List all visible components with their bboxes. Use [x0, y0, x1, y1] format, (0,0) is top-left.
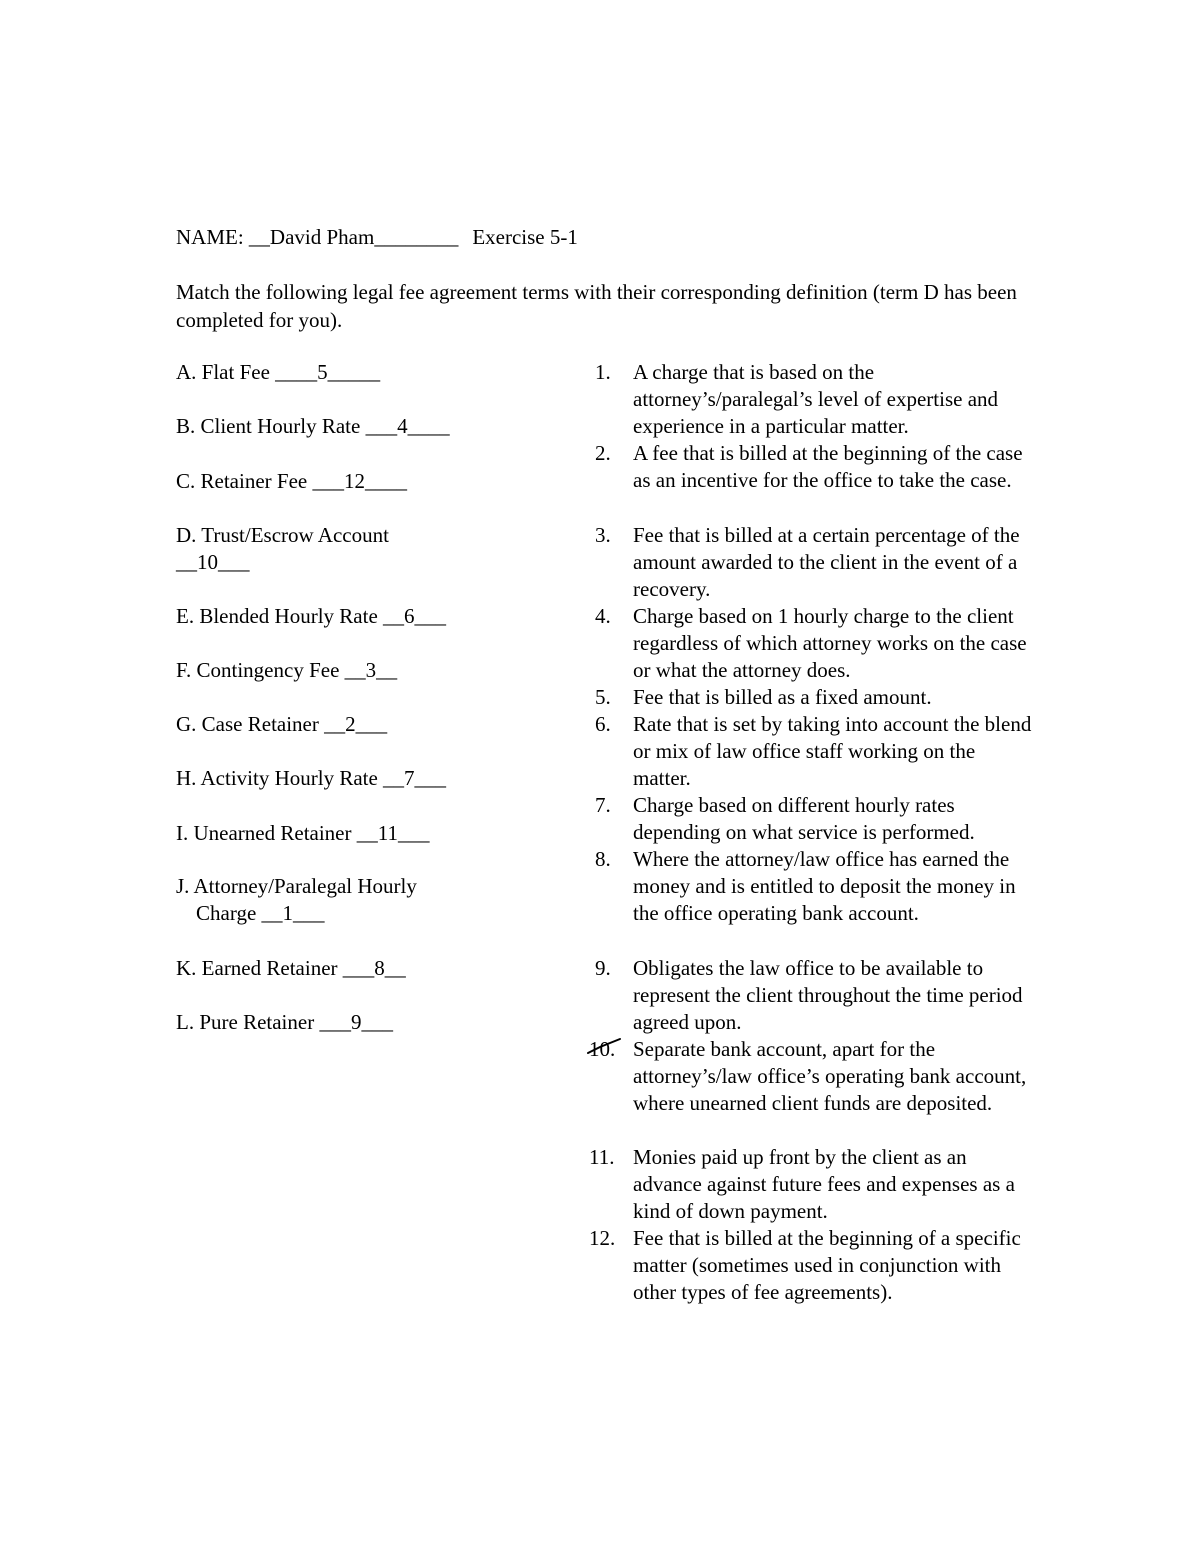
term-a: A. Flat Fee ____5_____: [176, 360, 381, 384]
term-e: E. Blended Hourly Rate __6___: [176, 604, 447, 628]
definition-text: A charge that is based on the attorney’s/paralegal’s level of expertise and experience in a particular matter.: [633, 360, 999, 438]
definition-2: [595, 440, 1035, 494]
instructions: Match the following legal fee agreement terms with their corresponding definition (term D has been completed for you).: [176, 280, 1017, 332]
definition-number: 3.: [595, 523, 611, 547]
term-d: [176, 522, 389, 576]
definition-8: [595, 846, 1035, 927]
definition-3: [595, 522, 1035, 603]
term-i: I. Unearned Retainer __11___: [176, 821, 430, 845]
definition-text: Charge based on different hourly rates depending on what service is performed.: [633, 793, 975, 844]
definition-text: Where the attorney/law office has earned the money and is entitled to deposit the money in the office operating bank account.: [633, 847, 1016, 925]
definition-number: 4.: [595, 604, 611, 628]
definition-5: [595, 684, 1035, 711]
term-j: [176, 873, 417, 927]
definition-9: [595, 955, 1035, 1036]
student-name: NAME: __David Pham________: [176, 225, 459, 249]
term-d-line2: __10___: [176, 550, 250, 574]
term-c: C. Retainer Fee ___12____: [176, 469, 407, 493]
definition-text: Fee that is billed at a certain percentage of the amount awarded to the client in the event of a recovery.: [633, 523, 1020, 601]
definition-11: [589, 1144, 1035, 1225]
definition-number: 5.: [595, 685, 611, 709]
definition-number: 9.: [595, 956, 611, 980]
definition-number: 2.: [595, 441, 611, 465]
exercise-title: Exercise 5-1: [472, 225, 578, 249]
term-j-line1: J. Attorney/Paralegal Hourly: [176, 874, 417, 898]
definition-6: [595, 711, 1035, 792]
definition-number: 6.: [595, 712, 611, 736]
definition-number: 10.: [589, 1037, 616, 1061]
definition-12: [589, 1225, 1035, 1306]
definition-text: Fee that is billed at the beginning of a specific matter (sometimes used in conjunction with other types of fee agreements).: [633, 1226, 1021, 1304]
term-l: L. Pure Retainer ___9___: [176, 1010, 393, 1034]
definition-number: 12.: [589, 1226, 616, 1250]
definition-number: 11.: [589, 1145, 615, 1169]
checkmark-icon: [586, 1036, 628, 1060]
definition-7: [595, 792, 1035, 846]
definition-text: Separate bank account, apart for the attorney’s/law office’s operating bank account, where unearned client funds are deposited.: [633, 1037, 1027, 1115]
definition-number: 7.: [595, 793, 611, 817]
term-d-line1: D. Trust/Escrow Account: [176, 523, 389, 547]
term-b: B. Client Hourly Rate ___4____: [176, 414, 450, 438]
term-g: G. Case Retainer __2___: [176, 712, 388, 736]
term-f: F. Contingency Fee __3__: [176, 658, 398, 682]
definition-text: A fee that is billed at the beginning of the case as an incentive for the office to take the case.: [633, 441, 1023, 492]
definition-4: [595, 603, 1035, 684]
definition-1: [595, 359, 1035, 440]
name-line: [176, 224, 578, 251]
definition-text: Monies paid up front by the client as an advance against future fees and expenses as a kind of down payment.: [633, 1145, 1015, 1223]
term-h: H. Activity Hourly Rate __7___: [176, 766, 447, 790]
definition-text: Fee that is billed as a fixed amount.: [633, 685, 932, 709]
term-j-line2: Charge __1___: [196, 901, 325, 925]
definition-number: 8.: [595, 847, 611, 871]
definition-number: 1.: [595, 360, 611, 384]
term-k: K. Earned Retainer ___8__: [176, 956, 406, 980]
definition-10: [589, 1036, 1035, 1117]
definition-text: Charge based on 1 hourly charge to the client regardless of which attorney works on the case or what the attorney does.: [633, 604, 1027, 682]
definition-text: Obligates the law office to be available to represent the client throughout the time period agreed upon.: [633, 956, 1023, 1034]
definition-text: Rate that is set by taking into account the blend or mix of law office staff working on the matter.: [633, 712, 1032, 790]
